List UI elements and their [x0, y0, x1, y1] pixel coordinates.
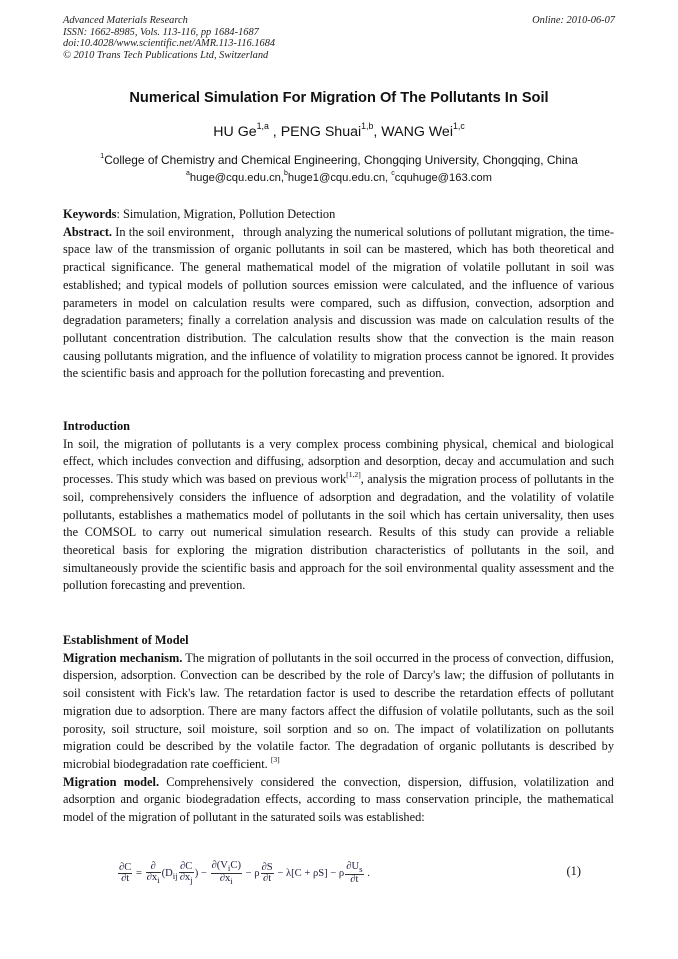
author-separator: , [268, 124, 281, 140]
affiliation-text: College of Chemistry and Chemical Engineering, Chongqing University, Chongqing, China [104, 153, 578, 167]
journal-header [63, 15, 615, 61]
migration-model-paragraph [63, 774, 614, 827]
introduction-text: , analysis the migration process of pollutants in the soil, comprehensively considers the influence of adsorption and degradation, and the volatility of volatile pollutants, establishes a mathematics model of pollutants in the soil which has certain universality, then uses the COMSOL to carry out numerical simulation research. Results of this study can provide a reliable theoretical basis for exploring the migration distribution characteristics of pollutants in the soil, and simultaneously provide the scientific basis and approach for the soil environmental quality assessment and the pollution forecasting and prevention. [63, 472, 614, 593]
mechanism-label: Migration mechanism. [63, 650, 183, 665]
migration-mechanism-paragraph [63, 650, 614, 774]
introduction-section [63, 418, 614, 595]
equation-formula-image: $\frac{\partial C}{\partial t}$ = $\frac{\partial}{\partial x_i}$ ($D_{ij}$ $\frac{\partial C}{\partial x_j}$ ) − $\frac{\partial(V_iC)}{\partial x_i}$ − ρ $\frac{\partial S}{\partial t}$ − λ[C + ρS] − ρ $\frac{\partial U_s}{\partial t}$ . [119, 860, 370, 887]
keywords-abstract-block [63, 206, 614, 383]
email-address[interactable]: huge1@cqu.edu.cn, [287, 172, 392, 184]
equation-term: $\frac{\partial C}{\partial x_j}$ [179, 861, 193, 886]
introduction-heading: Introduction [63, 419, 130, 433]
equation-term: $\frac{\partial(V_iC)}{\partial x_i}$ [211, 860, 241, 887]
keywords-label: Keywords [63, 207, 117, 221]
equation-term: $\frac{\partial C}{\partial t}$ [119, 862, 132, 885]
author-name: HU Ge [213, 124, 257, 140]
equation-term: $\frac{\partial U_s}{\partial t}$ [346, 861, 363, 886]
citation-ref[interactable]: [1,2] [346, 469, 361, 479]
keywords-text: : Simulation, Migration, Pollution Detection [116, 207, 336, 221]
email-address[interactable]: cquhuge@163.com [394, 172, 492, 184]
copyright-line: © 2010 Trans Tech Publications Ltd, Switzerland [63, 49, 269, 61]
email-mark: a [186, 170, 190, 178]
author-affiliation-mark: 1,c [452, 120, 465, 131]
mechanism-text: The migration of pollutants in the soil occurred in the process of convection, diffusion, dispersion, adsorption. Convection can be described by the role of Darcy's law; the diffusion of pollutants in soil consistent with Fick's law. The retardation factor is used to describe the retardation effects of pollutant migration due to adsorption. There are many factors affect the diffusion of volatile pollutants, such as the soil porosity, soil structure, soil moisture, soil sorption and so on. The impact of volatilization on pollutants migration could be described by the volatile factor. The degradation of organic pollutants is described by microbial biodegradation rate coefficient. [63, 650, 615, 771]
author-separator: , [373, 124, 382, 140]
email-mark: b [284, 170, 288, 178]
model-section [63, 632, 614, 827]
equation-1 [117, 861, 614, 885]
abstract-label: Abstract. [63, 224, 113, 239]
author-affiliation-mark: 1,b [361, 120, 374, 131]
abstract [63, 224, 614, 383]
author-name: WANG Wei [381, 124, 453, 140]
email-mark: c [391, 170, 395, 178]
equation-number: (1) [566, 864, 581, 878]
model-heading: Establishment of Model [63, 633, 189, 647]
model-label: Migration model. [63, 774, 160, 789]
keywords [63, 206, 614, 224]
author-list [40, 120, 638, 140]
affiliation [40, 150, 638, 167]
author-name: PENG Shuai [280, 124, 362, 140]
email-address[interactable]: huge@cqu.edu.cn, [189, 172, 284, 184]
equation-term: $\frac{\partial}{\partial x_i}$ [146, 861, 160, 886]
affiliation-mark: 1 [100, 150, 105, 160]
email-list [40, 172, 638, 184]
journal-name: Advanced Materials Research [63, 15, 188, 26]
citation-ref[interactable]: [3] [270, 754, 280, 764]
equation-term: $\frac{\partial S}{\partial t}$ [261, 862, 273, 885]
abstract-text: In the soil environment，through analyzing the numerical solutions of pollutant migration, the time-space law of the transmission of organic pollutants in soil can be mastered, which has both theoretical and practical significance. The general mathematical model of the migration of volatile pollutant in soil was established; and typical models of pollution sources emission were calculated, and the influence of various parameters in model on calculation results were compared, such as diffusion, convection, adsorption and degradation parameters; finally a correlation analysis and discussion was made on calculation results of the pollutant concentration distribution. The calculation results show that the convection is the main reason causing pollutants migration, and the influence of volatility to migration process cannot be ignored. It provides the scientific basis and approach for the pollution forecasting and prevention. [63, 224, 614, 381]
issn-line: ISSN: 1662-8985, Vols. 113-116, pp 1684-1687 [63, 26, 259, 38]
introduction-text: In soil, the migration of pollutants is a very complex process combining physical, chemical and biological effect, which includes convection and diffusing, adsorption and desorption, decay and accumulation and such processes. This study which was based on previous work [63, 436, 614, 487]
paper-title: Numerical Simulation For Migration Of The Pollutants In Soil [129, 90, 549, 106]
model-text: Comprehensively considered the convection, dispersion, diffusion, volatilization and adsorption and organic biodegradation effects, according to mass conservation principle, the mathematical model of the migration of pollutant in the saturated soils was established: [63, 774, 614, 825]
online-date: Online: 2010-06-07 [532, 15, 615, 26]
introduction-paragraph [63, 436, 614, 595]
doi-line: doi:10.4028/www.scientific.net/AMR.113-116.1684 [63, 38, 276, 50]
author-affiliation-mark: 1,a [256, 120, 269, 131]
